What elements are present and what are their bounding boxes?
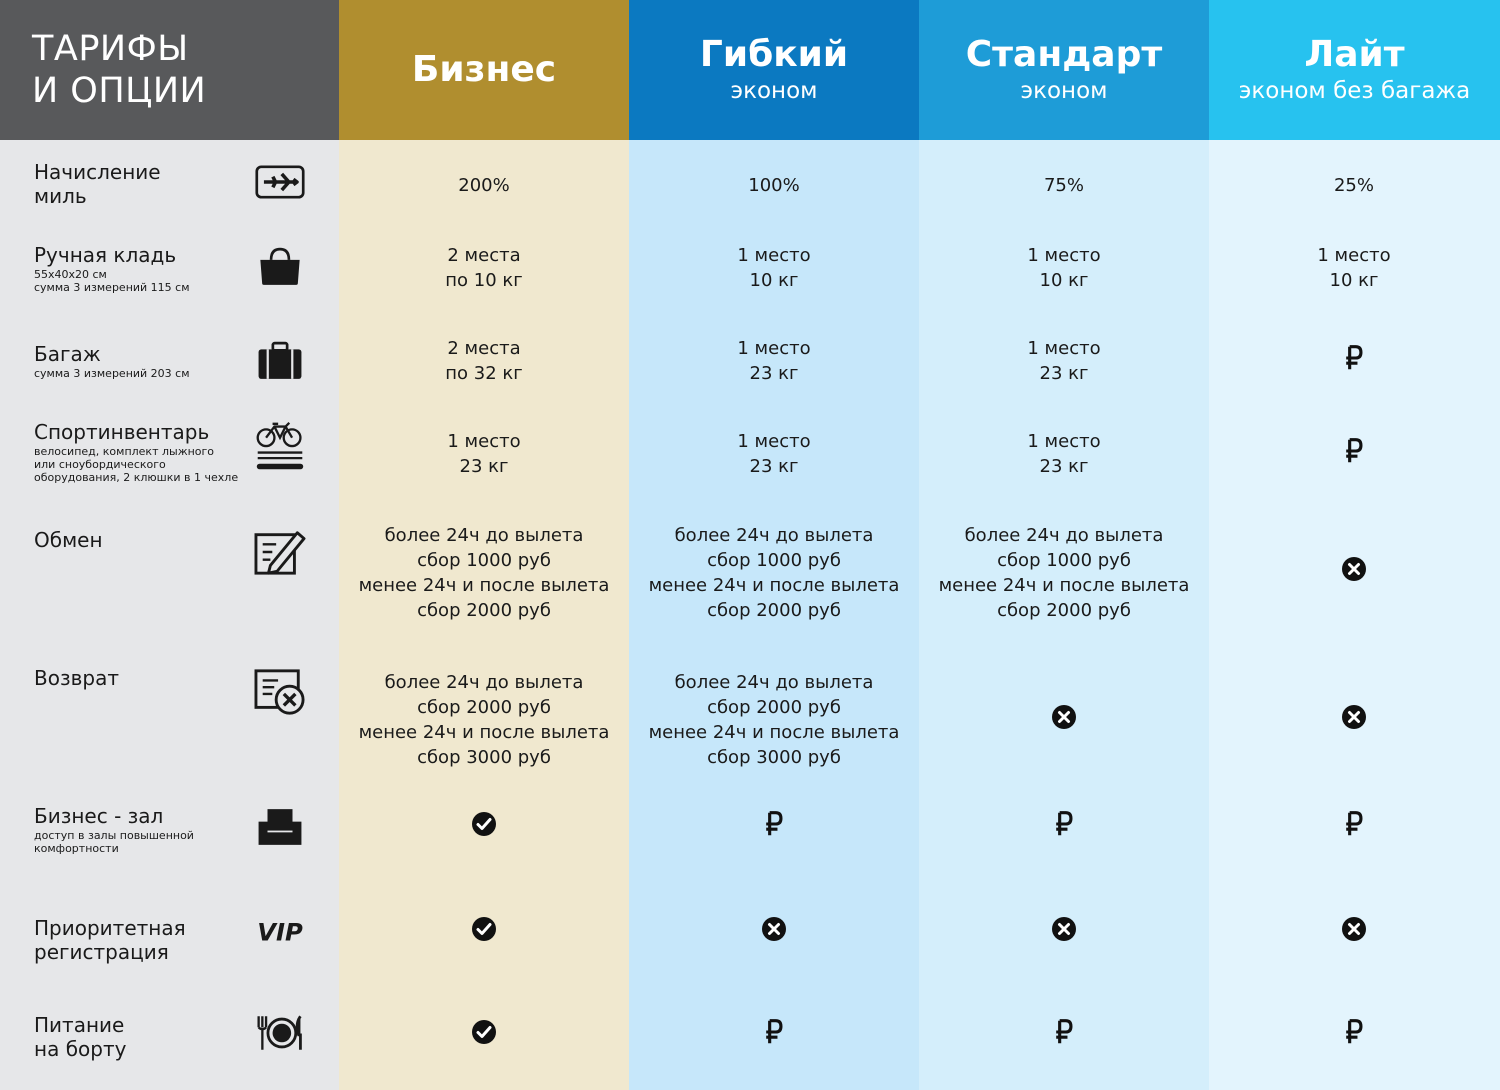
- cell-value: 1 место: [737, 431, 811, 452]
- tariff-cell: [919, 410, 1209, 498]
- check-icon: [471, 916, 497, 949]
- tariff-name: Гибкий: [699, 34, 849, 75]
- ruble-icon: [761, 811, 787, 844]
- tariff-cell: [919, 645, 1209, 795]
- bicycle-ski-icon: [252, 422, 308, 472]
- cell-value: 1 место: [1027, 338, 1101, 359]
- row-label-text: Приоритетная: [34, 916, 186, 940]
- row-label-text: Начисление: [34, 160, 161, 184]
- cell-value: 1 место: [1027, 431, 1101, 452]
- tariff-cell: [1209, 790, 1499, 865]
- vip-icon-text: VIP: [257, 917, 303, 947]
- tariff-cell: [339, 790, 629, 865]
- tariff-cell: [629, 410, 919, 498]
- row-label: [34, 666, 249, 690]
- cross-icon: [761, 916, 787, 949]
- row-label: [34, 1013, 249, 1061]
- tariff-cell: [919, 320, 1209, 402]
- cell-value: 200%: [458, 174, 510, 196]
- tariff-cell: [1209, 645, 1499, 795]
- check-icon: [471, 1019, 497, 1052]
- row-label: [34, 243, 249, 294]
- table-title: [0, 0, 339, 140]
- title-line-1: ТАРИФЫ: [32, 29, 189, 69]
- cell-value: по 32 кг: [445, 363, 523, 384]
- refund-document-icon: [252, 667, 308, 717]
- cross-icon: [1341, 556, 1367, 589]
- tariff-cell: [919, 150, 1209, 220]
- cell-value: сбор 1000 руб: [707, 549, 841, 571]
- ruble-icon: [1051, 1019, 1077, 1052]
- cell-value: менее 24ч и после вылета: [358, 574, 610, 596]
- cell-value: более 24ч до вылета: [964, 524, 1164, 546]
- row-label: [34, 528, 249, 552]
- tariff-cell: [339, 895, 629, 970]
- cell-value: 10 кг: [1329, 269, 1379, 291]
- ruble-icon: [1341, 1019, 1367, 1052]
- tariff-cell: [339, 150, 629, 220]
- cell-value: менее 24ч и после вылета: [938, 574, 1190, 596]
- tariff-cell: [339, 320, 629, 402]
- cell-value: сбор 2000 руб: [707, 599, 841, 621]
- suitcase-icon: [252, 336, 308, 386]
- row-label-note: 55x40x20 см сумма 3 измерений 115 см: [34, 268, 190, 294]
- tariff-cell: [919, 505, 1209, 640]
- tariff-header-business: [339, 0, 629, 140]
- cell-value: 25%: [1333, 174, 1374, 196]
- check-icon: [471, 811, 497, 844]
- cell-value: сбор 2000 руб: [417, 599, 551, 621]
- tariff-cell: [339, 1000, 629, 1070]
- tariff-cell: [629, 790, 919, 865]
- tariff-cell: [919, 1000, 1209, 1070]
- tariff-cell: [629, 150, 919, 220]
- ruble-icon: [1341, 345, 1367, 378]
- cell-value: 23 кг: [749, 363, 799, 384]
- cell-value: по 10 кг: [445, 269, 523, 291]
- cell-value: 10 кг: [1039, 269, 1089, 291]
- row-label: [34, 160, 249, 208]
- cell-value: 1 место: [447, 431, 521, 452]
- cross-icon: [1051, 916, 1077, 949]
- row-label: [34, 804, 249, 855]
- tariff-subtitle: эконом без багажа: [1238, 78, 1471, 104]
- tariff-name: Стандарт: [965, 34, 1163, 75]
- row-label: [34, 342, 249, 380]
- tariff-cell: [919, 790, 1209, 865]
- cross-icon: [1341, 704, 1367, 737]
- row-label-note: велосипед, комплект лыжного или сноубордического оборудования, 2 клюшки в 1 чехле: [34, 445, 239, 484]
- cell-value: более 24ч до вылета: [384, 672, 584, 693]
- cell-value: более 24ч до вылета: [384, 524, 584, 546]
- row-label-text: на борту: [34, 1037, 127, 1061]
- title-line-2: И ОПЦИИ: [32, 71, 207, 111]
- edit-document-icon: [252, 527, 308, 577]
- tariff-cell: [629, 645, 919, 795]
- tariff-cell: [1209, 505, 1499, 640]
- tariff-header-standard: [919, 0, 1209, 140]
- cell-value: 23 кг: [749, 456, 799, 477]
- plane-ticket-icon: [252, 157, 308, 207]
- cell-value: 1 место: [1317, 244, 1391, 266]
- tariff-cell: [1209, 895, 1499, 970]
- cell-value: сбор 1000 руб: [997, 549, 1131, 571]
- cell-value: 1 место: [737, 244, 811, 266]
- row-label: [34, 916, 249, 964]
- meal-plate-icon: [252, 1008, 308, 1058]
- tariff-header-flex: [629, 0, 919, 140]
- cell-value: 100%: [748, 174, 800, 196]
- cell-value: 10 кг: [749, 269, 799, 291]
- tariff-cell: [339, 505, 629, 640]
- cell-value: 1 место: [737, 338, 811, 359]
- tariff-name: Бизнес: [411, 49, 557, 90]
- cell-value: сбор 2000 руб: [997, 599, 1131, 621]
- tariff-cell: [629, 320, 919, 402]
- tariff-subtitle: эконом: [1020, 78, 1108, 104]
- cell-value: сбор 3000 руб: [707, 747, 841, 768]
- tariff-cell: [1209, 225, 1499, 310]
- cell-value: 1 место: [1027, 244, 1101, 266]
- row-label-text: Возврат: [34, 666, 119, 690]
- tariff-cell: [1209, 320, 1499, 402]
- cell-value: сбор 2000 руб: [417, 697, 551, 718]
- row-label-text: регистрация: [34, 940, 169, 964]
- ruble-icon: [1341, 438, 1367, 471]
- row-label-note: доступ в залы повышенной комфортности: [34, 829, 194, 855]
- tariff-cell: [339, 225, 629, 310]
- tariff-cell: [339, 410, 629, 498]
- tariff-cell: [629, 1000, 919, 1070]
- cross-icon: [1051, 704, 1077, 737]
- tariff-name: Лайт: [1304, 34, 1405, 75]
- tariff-cell: [1209, 410, 1499, 498]
- tariff-cell: [1209, 1000, 1499, 1070]
- row-label-text: Питание: [34, 1013, 125, 1037]
- cell-value: менее 24ч и после вылета: [648, 574, 900, 596]
- tariff-cell: [919, 225, 1209, 310]
- cross-icon: [1341, 916, 1367, 949]
- cell-value: сбор 1000 руб: [417, 549, 551, 571]
- armchair-icon: [252, 802, 308, 852]
- cell-value: 23 кг: [459, 456, 509, 477]
- cell-value: 2 места: [447, 244, 521, 266]
- cell-value: более 24ч до вылета: [674, 672, 874, 693]
- tariff-cell: [339, 645, 629, 795]
- ruble-icon: [761, 1019, 787, 1052]
- row-label-text: Обмен: [34, 528, 103, 552]
- cell-value: менее 24ч и после вылета: [358, 722, 610, 743]
- tariff-subtitle: эконом: [730, 78, 818, 104]
- tariff-cell: [629, 505, 919, 640]
- vip-icon: [252, 906, 308, 956]
- cell-value: 23 кг: [1039, 456, 1089, 477]
- handbag-icon: [252, 242, 308, 292]
- cell-value: более 24ч до вылета: [674, 524, 874, 546]
- cell-value: 75%: [1043, 174, 1084, 196]
- cell-value: 2 места: [447, 338, 521, 359]
- tariff-cell: [919, 895, 1209, 970]
- ruble-icon: [1341, 811, 1367, 844]
- row-label-text: миль: [34, 184, 87, 208]
- cell-value: менее 24ч и после вылета: [648, 722, 900, 743]
- row-label-text: Бизнес - зал: [34, 804, 164, 828]
- cell-value: сбор 3000 руб: [417, 747, 551, 768]
- row-label: [34, 420, 249, 484]
- tariff-cell: [629, 225, 919, 310]
- row-label-text: Спортинвентарь: [34, 420, 210, 444]
- row-label-note: сумма 3 измерений 203 см: [34, 367, 190, 380]
- row-label-text: Багаж: [34, 342, 101, 366]
- row-label-text: Ручная кладь: [34, 243, 177, 267]
- cell-value: сбор 2000 руб: [707, 697, 841, 718]
- tariff-cell: [1209, 150, 1499, 220]
- ruble-icon: [1051, 811, 1077, 844]
- tariff-cell: [629, 895, 919, 970]
- cell-value: 23 кг: [1039, 363, 1089, 384]
- tariff-header-lite: [1209, 0, 1500, 140]
